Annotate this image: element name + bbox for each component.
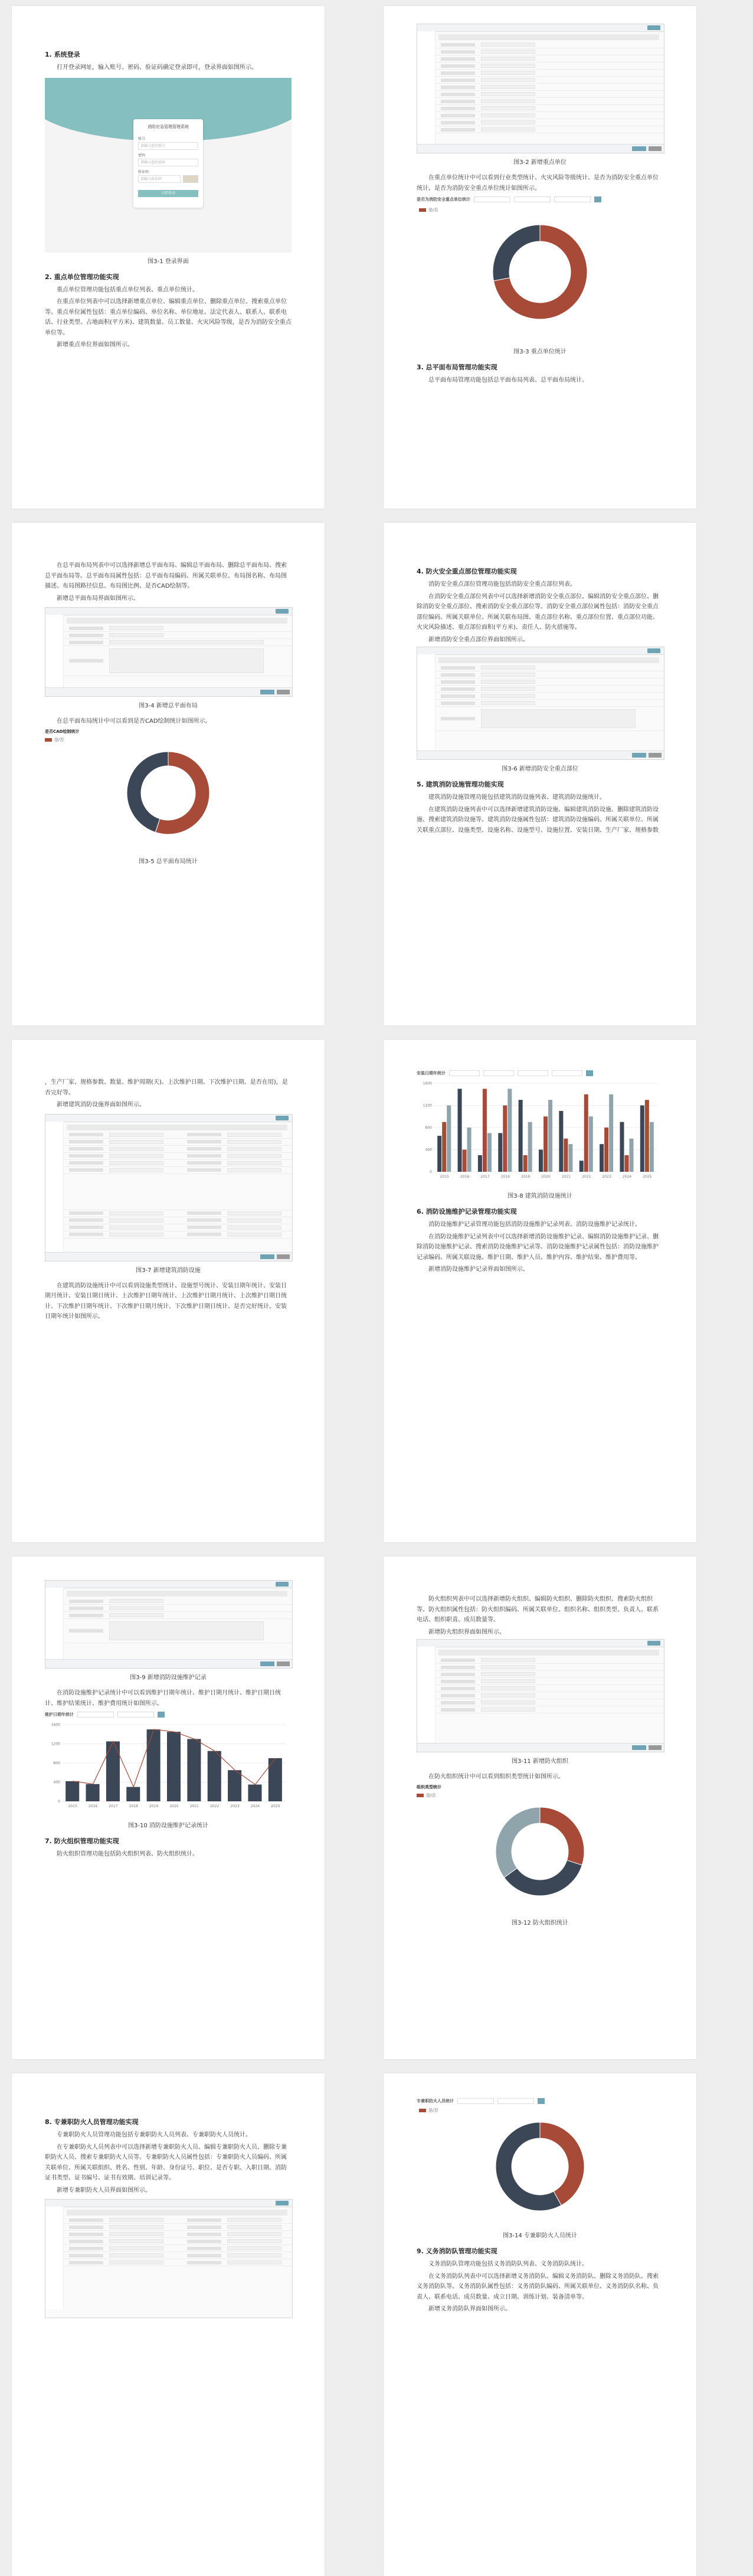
paragraph: 在专兼职防火人员列表中可以选择新增专兼职防火人员、编辑专兼职防火人员、删除专兼职防火人员、搜索专兼职防火人员等。专兼职防火人员属性包括：专兼职防火人员编码、所属关联单位、所属关联组织、姓名、性别、年龄、身份证号、职位、是否专职、入职日期、消防证书类型、证书编号、证书有效期、培训记录等。 xyxy=(45,2144,287,2181)
paragraph: 义务消防队管理功能包括义务消防队列表、义务消防队统计。 xyxy=(428,2261,588,2267)
section-title: 1. 系统登录 xyxy=(45,51,80,58)
paragraph: 新增专兼职防火人员界面如图所示。 xyxy=(57,2187,151,2194)
paragraph: 在义务消防队列表中可以选择新增义务消防队、编辑义务消防队、删除义务消防队、搜索义务消防队等。义务消防队属性包括：义务消防队编码、所属关联单位、义务消防队名称、负责人、联系电话、成员数量、成立日期、训练计划、装备清单等。 xyxy=(417,2273,659,2300)
y-tick-label: 1600 xyxy=(423,1081,432,1086)
x-tick-label: 2025 xyxy=(271,1804,280,1808)
login-button[interactable]: 立即登录 xyxy=(138,190,198,197)
figure-caption: 图3-11 新增防火组织 xyxy=(512,1758,568,1765)
paragraph: 在重点单位列表中可以选择新增重点单位、编辑重点单位、删除重点单位、搜索重点单位等。重点单位属性包括：重点单位编码、单位名称、单位地址、法定代表人、联系人、联系电话、行业类型、占地面积(平方米)、建筑数量、员工数量、火灾风险等级，是否为消防安全重点单位等。 xyxy=(45,299,292,336)
paragraph: 专兼职防火人员管理功能包括专兼职防火人员列表、专兼职防火人员统计。 xyxy=(57,2132,251,2138)
paragraph: 新增总平面布局界面如图所示。 xyxy=(57,595,139,602)
filter-select[interactable] xyxy=(483,1070,514,1076)
legend-label: 是/否 xyxy=(428,2108,438,2113)
captcha-image[interactable] xyxy=(183,175,198,183)
donut-chart-svg xyxy=(417,2113,663,2226)
chart-title: 维护日期年统计 xyxy=(45,1712,74,1717)
bar xyxy=(248,1785,261,1801)
doc-page-10 xyxy=(384,2073,696,2576)
donut-chart-staff xyxy=(417,2097,663,2227)
bar xyxy=(519,1100,523,1172)
x-tick-label: 2019 xyxy=(149,1804,159,1808)
bar xyxy=(568,1144,572,1172)
paragraph: 新增建筑消防设施界面如图所示。 xyxy=(57,1102,145,1108)
paragraph: 在重点单位统计中可以看到行业类型统计、火灾风险等级统计、是否为消防安全重点单位统计。是否为消防安全重点单位统计如图所示。 xyxy=(417,175,659,192)
login-box xyxy=(133,119,203,208)
paragraph: 在消防设施维护记录列表中可以选择新增消防设施维护记录、编辑消防设施维护记录、删除消防设施维护记录、搜索消防设施维护记录等。消防设施维护记录属性包括：消防设施维护记录编码、所属关联设施、维护日期、维护人员、维护内容、维护结果、维护费用等。 xyxy=(417,1233,659,1261)
form-screenshot xyxy=(45,607,293,697)
bar xyxy=(228,1770,241,1801)
paragraph: 在消防设施维护记录统计中可以看到维护日期年统计、维护日期月统计、维护日期日统计、维护结果统计、维护费用统计如图所示。 xyxy=(45,1690,281,1707)
legend-label: 是/否 xyxy=(54,737,64,742)
paragraph: 在防火组织统计中可以看到组织类型统计如图所示。 xyxy=(428,1774,564,1780)
bar xyxy=(483,1089,487,1172)
bar xyxy=(523,1155,528,1172)
donut-slice xyxy=(496,1807,540,1877)
bar-chart-install-year xyxy=(417,1069,663,1187)
filter-select[interactable] xyxy=(117,1712,154,1718)
search-button[interactable] xyxy=(586,1070,593,1076)
paragraph: 消防安全重点部位管理功能包括消防安全重点部位列表。 xyxy=(428,581,576,588)
search-button[interactable] xyxy=(158,1712,165,1718)
paragraph: 防火组织列表中可以选择新增防火组织、编辑防火组织、删除防火组织、搜索防火组织等。防火组织属性包括：防火组织编码、所属关联单位、组织名称、组织类型、负责人、联系电话、组织职责、成员数量等。 xyxy=(417,1596,659,1623)
paragraph: 总平面布局管理功能包括总平面布局列表、总平面布局统计。 xyxy=(428,377,588,384)
password-input[interactable]: 请输入您的密码 xyxy=(138,159,198,166)
x-tick-label: 2017 xyxy=(109,1804,118,1808)
filter-select[interactable] xyxy=(518,1070,548,1076)
doc-page-5 xyxy=(12,1040,325,1542)
search-button[interactable] xyxy=(538,2098,545,2104)
bar xyxy=(528,1122,532,1172)
x-tick-label: 2015 xyxy=(440,1175,449,1179)
filter-select[interactable] xyxy=(514,196,551,202)
x-tick-label: 2021 xyxy=(189,1804,199,1808)
filter-select[interactable] xyxy=(77,1712,114,1718)
figure-caption: 图3-7 新增建筑消防设施 xyxy=(136,1267,201,1274)
bar xyxy=(503,1106,507,1172)
paragraph: 新增消防安全重点部位界面如图所示。 xyxy=(428,636,529,643)
donut-chart-cad xyxy=(45,729,292,853)
legend-label: 是/否 xyxy=(426,1792,436,1798)
bar xyxy=(458,1089,462,1172)
bar xyxy=(620,1122,624,1172)
bar xyxy=(624,1155,628,1172)
bar xyxy=(463,1150,467,1172)
search-button[interactable] xyxy=(594,196,601,202)
chart-title: 组织类型统计 xyxy=(417,1784,441,1790)
figure-caption: 图3-1 登录界面 xyxy=(148,258,189,265)
x-tick-label: 2020 xyxy=(541,1175,551,1179)
bar xyxy=(467,1128,472,1172)
bar xyxy=(126,1787,140,1801)
donut-slice xyxy=(493,225,540,281)
form-screenshot xyxy=(417,24,664,153)
section-title: 4. 防火安全重点部位管理功能实现 xyxy=(417,568,517,575)
x-tick-label: 2015 xyxy=(68,1804,77,1808)
filter-select[interactable] xyxy=(554,196,591,202)
bar xyxy=(629,1139,633,1172)
login-screenshot xyxy=(45,78,292,253)
bar-chart-maintenance-year xyxy=(45,1710,292,1817)
bar xyxy=(478,1155,482,1172)
bar xyxy=(187,1739,201,1801)
doc-page-9 xyxy=(12,2073,325,2576)
section-title: 2. 重点单位管理功能实现 xyxy=(45,273,119,281)
figure-caption: 图3-6 新增消防安全重点部位 xyxy=(502,766,578,772)
figure-caption: 图3-9 新增消防设施维护记录 xyxy=(130,1674,207,1681)
doc-page-2 xyxy=(384,6,696,509)
chart-title: 专兼职防火人员统计 xyxy=(417,2099,454,2103)
legend-label: 是/否 xyxy=(428,208,438,212)
filter-select[interactable] xyxy=(449,1070,480,1076)
figure-caption: 图3-12 防火组织统计 xyxy=(512,1919,568,1926)
x-tick-label: 2023 xyxy=(230,1804,240,1808)
bar xyxy=(442,1122,446,1172)
filter-select[interactable] xyxy=(497,2098,534,2104)
x-tick-label: 2022 xyxy=(582,1175,591,1179)
filter-select[interactable] xyxy=(474,196,510,202)
donut-chart-svg xyxy=(417,1798,663,1910)
form-screenshot xyxy=(45,1114,293,1261)
bar xyxy=(498,1133,502,1172)
form-screenshot xyxy=(417,647,664,760)
filter-select[interactable] xyxy=(457,2098,494,2104)
x-tick-label: 2018 xyxy=(500,1175,510,1179)
donut-chart-org-type xyxy=(417,1784,663,1914)
paragraph: 新增消防设施维护记录界面如图所示。 xyxy=(428,1266,529,1273)
bar-chart-svg xyxy=(417,1077,663,1184)
donut-chart-svg xyxy=(417,213,663,343)
bar xyxy=(609,1094,613,1172)
bar xyxy=(508,1089,512,1172)
bar xyxy=(640,1106,644,1172)
section-title: 5. 建筑消防设施管理功能实现 xyxy=(417,781,504,788)
bar xyxy=(447,1106,451,1172)
paragraph: 建筑消防设施管理功能包括建筑消防设施列表、建筑消防设施统计。 xyxy=(428,794,605,801)
bar xyxy=(544,1116,548,1172)
bar xyxy=(487,1133,492,1172)
figure-caption: 图3-8 建筑消防设施统计 xyxy=(508,1193,572,1199)
y-tick-label: 1200 xyxy=(51,1742,60,1746)
bar xyxy=(580,1161,584,1172)
x-tick-label: 2019 xyxy=(520,1175,531,1179)
bar xyxy=(650,1122,654,1172)
y-tick-label: 0 xyxy=(430,1170,432,1174)
donut-slice xyxy=(504,1860,582,1895)
paragraph: ，生产厂家、规格参数、数量、维护周期(天)、上次维护日期、下次维护日期、是否在用)，是否完好等。 xyxy=(45,1079,288,1096)
donut-slice xyxy=(540,1807,584,1865)
x-tick-label: 2016 xyxy=(88,1804,98,1808)
password-label: 密码 xyxy=(138,153,146,158)
figure-caption: 图3-2 新增重点单位 xyxy=(513,159,567,166)
chart-title: 是否CAD绘制统计 xyxy=(45,729,80,734)
y-tick-label: 1200 xyxy=(423,1103,432,1108)
form-screenshot xyxy=(417,1639,664,1752)
bar-chart-svg xyxy=(45,1719,292,1813)
paragraph: 重点单位管理功能包括重点单位列表、重点单位统计。 xyxy=(57,286,198,293)
figure-caption: 图3-10 消防设施维护记录统计 xyxy=(128,1823,208,1829)
bar xyxy=(66,1781,79,1801)
paragraph: 新增重点单位界面如图所示。 xyxy=(57,342,133,348)
doc-page-1 xyxy=(12,6,325,509)
doc-page-8 xyxy=(384,1556,696,2059)
donut-chart-key-units xyxy=(417,195,663,343)
filter-select[interactable] xyxy=(552,1070,582,1076)
doc-page-7 xyxy=(12,1556,325,2059)
paragraph: 在消防安全重点部位列表中可以选择新增消防安全重点部位、编辑消防安全重点部位、删除消防安全重点部位、搜索消防安全重点部位等。消防安全重点部位属性包括：消防安全重点部位编码、所属关联单位、所属关联布局图、重点部位名称、重点部位位置、重点部位功能、火灾风险描述、重点部位面积(平方米)、责任人、防火措施等。 xyxy=(417,593,659,631)
paragraph: 在总平面布局列表中可以选择新增总平面布局、编辑总平面布局、删除总平面布局、搜索总平面布局等。总平面布局属性包括：总平面布局编码、所属关联单位、布局图名称、布局图描述、布局图路径信息、布局图比例、是否CAD绘制等。 xyxy=(45,562,287,589)
bar xyxy=(548,1100,552,1172)
bar xyxy=(437,1136,441,1172)
paragraph: 防火组织管理功能包括防火组织列表、防火组织统计。 xyxy=(57,1851,198,1857)
paragraph: 在建筑消防设施列表中可以选择新增建筑消防设施、编辑建筑消防设施、删除建筑消防设施、搜索建筑消防设施等。建筑消防设施属性包括：建筑消防设施编码、所属关联单位、所属关联重点部位、设施类型、设施名称、设施型号、设施位置、安装日期、生产厂家、规格参数 xyxy=(417,806,659,834)
username-input[interactable]: 请输入您的账号 xyxy=(138,142,198,150)
bar xyxy=(539,1150,543,1172)
x-tick-label: 2018 xyxy=(129,1804,138,1808)
captcha-input[interactable]: 请输入验证码 xyxy=(138,175,181,183)
section-title: 3. 总平面布局管理功能实现 xyxy=(417,363,497,371)
x-tick-label: 2021 xyxy=(561,1175,571,1179)
y-tick-label: 0 xyxy=(58,1800,60,1804)
bar xyxy=(604,1128,608,1172)
form-screenshot xyxy=(45,2199,293,2318)
form-screenshot xyxy=(45,1580,293,1669)
section-title: 9. 义务消防队管理功能实现 xyxy=(417,2247,497,2255)
donut-chart-svg xyxy=(45,743,292,849)
doc-page-4 xyxy=(384,523,696,1025)
bar xyxy=(167,1732,181,1801)
x-tick-label: 2023 xyxy=(602,1175,611,1179)
bar xyxy=(559,1111,563,1172)
paragraph: 在建筑消防设施统计中可以看到设施类型统计、设施型号统计、安装日期年统计、安装日期月统计、安装日期日统计、上次维护日期年统计、上次维护日期月统计、上次维护日期日统计、下次维护日期年统计、下次维护日期月统计、下次维护日期日统计、是否完好统计。安装日期年统计如图所示。 xyxy=(45,1282,287,1320)
donut-slice xyxy=(540,2122,584,2205)
y-tick-label: 400 xyxy=(425,1148,432,1152)
paragraph: 新增义务消防队界面如图所示。 xyxy=(428,2306,511,2312)
x-tick-label: 2024 xyxy=(250,1804,260,1808)
section-title: 6. 消防设施维护记录管理功能实现 xyxy=(417,1208,517,1215)
doc-page-3 xyxy=(12,523,325,1025)
y-tick-label: 800 xyxy=(53,1761,60,1765)
bar xyxy=(600,1144,604,1172)
figure-caption: 图3-4 新增总平面布局 xyxy=(139,703,198,709)
figure-caption: 图3-3 重点单位统计 xyxy=(513,349,567,355)
y-tick-label: 800 xyxy=(425,1126,432,1130)
bar xyxy=(589,1116,593,1172)
bar xyxy=(147,1729,161,1801)
paragraph: 消防设施维护记录管理功能包括消防设施维护记录列表、消防设施维护记录统计。 xyxy=(428,1221,641,1228)
captcha-label: 验证码 xyxy=(138,169,149,174)
x-tick-label: 2025 xyxy=(643,1175,652,1179)
chart-title: 安装日期年统计 xyxy=(417,1071,446,1076)
bar xyxy=(106,1741,120,1801)
doc-page-6 xyxy=(384,1040,696,1542)
paragraph: 新增防火组织界面如图所示。 xyxy=(428,1628,505,1636)
x-tick-label: 2020 xyxy=(169,1804,179,1808)
x-tick-label: 2016 xyxy=(460,1175,470,1179)
bar xyxy=(86,1784,100,1801)
username-label: 账号 xyxy=(138,136,146,141)
bar xyxy=(564,1139,568,1172)
y-tick-label: 400 xyxy=(53,1780,60,1785)
login-box-title: 消防应急管理管理系统 xyxy=(148,124,189,129)
bar xyxy=(584,1094,588,1172)
section-title: 8. 专兼职防火人员管理功能实现 xyxy=(45,2118,139,2126)
legend-swatch xyxy=(419,208,426,212)
y-tick-label: 1600 xyxy=(51,1723,60,1727)
bar xyxy=(645,1100,649,1172)
chart-title: 是否为消防安全重点单位统计 xyxy=(417,197,470,202)
bar xyxy=(208,1751,221,1801)
figure-caption: 图3-5 总平面布局统计 xyxy=(139,858,198,865)
x-tick-label: 2017 xyxy=(480,1175,490,1179)
x-tick-label: 2024 xyxy=(622,1175,632,1179)
section-title: 7. 防火组织管理功能实现 xyxy=(45,1837,119,1845)
figure-caption: 图3-14 专兼职防火人员统计 xyxy=(503,2233,577,2239)
paragraph: 打开登录网址，输入账号、密码、验证码确定登录即可，登录界面如图所示。 xyxy=(57,64,257,71)
x-tick-label: 2022 xyxy=(210,1804,220,1808)
paragraph: 在总平面布局统计中可以看到是否CAD绘制统计如图所示。 xyxy=(57,718,211,725)
